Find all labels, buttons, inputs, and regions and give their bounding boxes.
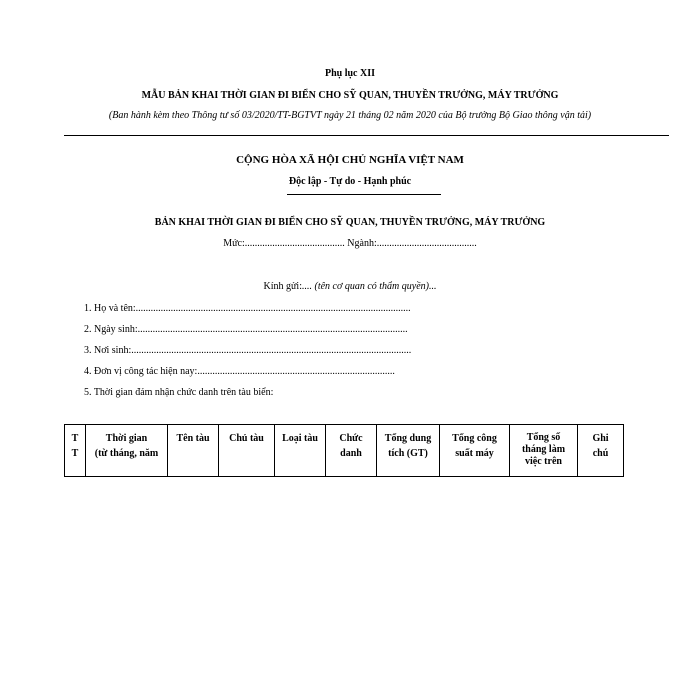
col-header-ship-name: Tên tàu <box>168 425 219 477</box>
header-divider <box>64 135 669 136</box>
field-place-of-birth <box>84 345 411 356</box>
sea-service-table <box>64 424 624 477</box>
issued-note: (Ban hành kèm theo Thông tư số 03/2020/TT-BGTVT ngày 21 tháng 02 năm 2020 của Bộ trưởng Bộ Giao thông vận tải) <box>108 110 592 121</box>
field-dots: .............................................................................................................. <box>135 303 411 314</box>
field-full-name <box>84 303 411 314</box>
field-label: 1. Họ và tên: <box>84 303 136 314</box>
field-label: 2. Ngày sinh: <box>84 324 138 335</box>
field-label: 5. Thời gian đảm nhận chức danh trên tàu biển: <box>84 387 274 398</box>
field-dots: ............................................................................................................ <box>137 324 408 335</box>
level-sector-line <box>0 238 700 249</box>
field-sea-service-time <box>84 387 273 398</box>
level-dots: ........................................ <box>244 238 345 249</box>
field-label: 4. Đơn vị công tác hiện nay: <box>84 366 198 377</box>
country-name: CỘNG HÒA XÃ HỘI CHỦ NGHĨA VIỆT NAM <box>236 154 464 166</box>
col-header-time-period: Thời gian (từ tháng, năm <box>86 425 168 477</box>
field-dots: ................................................................................................................ <box>131 345 412 356</box>
field-date-of-birth <box>84 324 408 335</box>
form-title: BẢN KHAI THỜI GIAN ĐI BIỂN CHO SỸ QUAN, THUYỀN TRƯỞNG, MÁY TRƯỞNG <box>154 217 546 228</box>
table-header-row <box>65 425 624 477</box>
col-header-position: Chức danh <box>326 425 377 477</box>
motto-underline <box>287 194 441 195</box>
recipient-label: Kính gửi: <box>263 281 302 292</box>
field-current-workplace <box>84 366 395 377</box>
field-dots: ............................................................................... <box>197 366 395 377</box>
motto: Độc lập - Tự do - Hạnh phúc <box>288 176 412 187</box>
col-header-ship-type: Loại tàu <box>275 425 326 477</box>
sector-dots: ........................................ <box>376 238 477 249</box>
field-label: 3. Nơi sinh: <box>84 345 132 356</box>
col-header-engine-power: Tổng công suất máy <box>440 425 510 477</box>
appendix-label: Phụ lục XII <box>324 68 375 79</box>
col-header-months-worked: Tổng số tháng làm việc trên <box>510 425 578 477</box>
col-header-ship-owner: Chủ tàu <box>219 425 275 477</box>
sector-label: Ngành: <box>347 238 377 249</box>
recipient-value: .... (tên cơ quan có thẩm quyền)... <box>302 281 437 292</box>
col-header-gross-tonnage: Tổng dung tích (GT) <box>377 425 440 477</box>
recipient-line <box>0 281 700 292</box>
col-header-tt: T T <box>65 425 86 477</box>
level-label: Mức: <box>223 238 245 249</box>
col-header-notes: Ghi chú <box>578 425 624 477</box>
document-title: MẪU BẢN KHAI THỜI GIAN ĐI BIỂN CHO SỸ QUAN, THUYỀN TRƯỞNG, MÁY TRƯỞNG <box>141 90 559 101</box>
